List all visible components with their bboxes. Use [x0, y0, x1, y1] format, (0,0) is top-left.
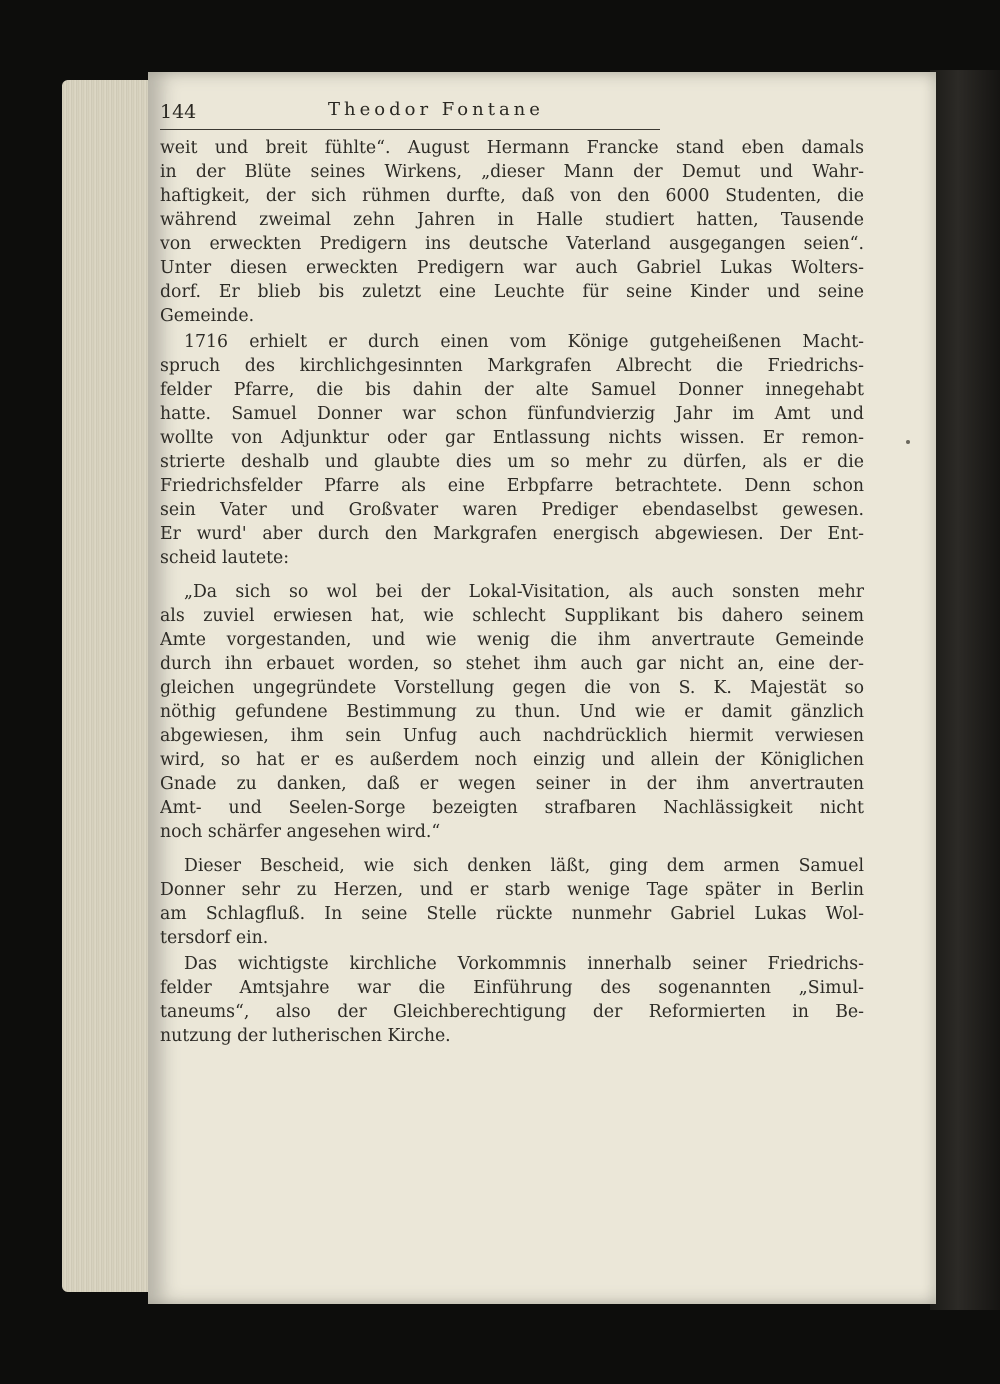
- text-line: nöthig gefundene Bestimmung zu thun. Und wie er damit gänzlich: [160, 702, 864, 722]
- paragraph-2: [160, 330, 864, 570]
- text-line: dorf. Er blieb bis zuletzt eine Leuchte für seine Kinder und seine: [160, 282, 864, 302]
- text-line: strierte deshalb und glaubte dies um so mehr zu dürfen, als er die: [160, 452, 864, 472]
- text-line: als zuviel erwiesen hat, wie schlecht Supplikant bis dahero seinem: [160, 606, 864, 626]
- body-text: [160, 136, 864, 1048]
- text-line: Er wurd' aber durch den Markgrafen energisch abgewiesen. Der Ent-: [160, 524, 864, 544]
- text-line: Unter diesen erweckten Predigern war auch Gabriel Lukas Wolters-: [160, 258, 864, 278]
- text-line: felder Pfarre, die bis dahin der alte Samuel Donner innegehabt: [160, 380, 864, 400]
- text-line: gleichen ungegründete Vorstellung gegen die von S. K. Majestät so: [160, 678, 864, 698]
- page-header: [160, 97, 660, 130]
- paper-speck: [906, 440, 910, 444]
- text-line: Gemeinde.: [160, 306, 255, 326]
- text-line: Das wichtigste kirchliche Vorkommnis innerhalb seiner Friedrichs-: [184, 954, 864, 974]
- paragraph-5: [160, 952, 864, 1048]
- text-line: 1716 erhielt er durch einen vom Könige gutgeheißenen Macht-: [184, 332, 864, 352]
- text-line: Amte vorgestanden, und wie wenig die ihm anvertraute Gemeinde: [160, 630, 864, 650]
- text-line: spruch des kirchlichgesinnten Markgrafen Albrecht die Friedrichs-: [160, 356, 864, 376]
- text-line: Dieser Bescheid, wie sich denken läßt, ging dem armen Samuel: [184, 856, 864, 876]
- text-line: durch ihn erbauet worden, so stehet ihm auch gar nicht an, eine der-: [160, 654, 864, 674]
- text-line: Amt- und Seelen-Sorge bezeigten strafbaren Nachlässigkeit nicht: [160, 798, 864, 818]
- text-line: hatte. Samuel Donner war schon fünfundvierzig Jahr im Amt und: [160, 404, 864, 424]
- text-line: tersdorf ein.: [160, 928, 269, 948]
- text-line: in der Blüte seines Wirkens, „dieser Mann der Demut und Wahr-: [160, 162, 864, 182]
- page-number: 144: [160, 101, 197, 123]
- text-line: scheid lautete:: [160, 548, 290, 568]
- text-line: „Da sich so wol bei der Lokal-Visitation, als auch sonsten mehr: [184, 582, 864, 602]
- text-line: felder Amtsjahre war die Einführung des sogenannten „Simul-: [160, 978, 864, 998]
- text-line: abgewiesen, ihm sein Unfug auch nachdrücklich hiermit verwiesen: [160, 726, 864, 746]
- book-cover-edge: [930, 70, 1000, 1310]
- text-line: während zweimal zehn Jahren in Halle studiert hatten, Tausende: [160, 210, 864, 230]
- text-line: wird, so hat er es außerdem noch einzig und allein der Königlichen: [160, 750, 864, 770]
- text-line: taneums“, also der Gleichberechtigung der Reformierten in Be-: [160, 1002, 864, 1022]
- text-line: Donner sehr zu Herzen, und er starb wenige Tage später in Berlin: [160, 880, 864, 900]
- text-line: weit und breit fühlte“. August Hermann Francke stand eben damals: [160, 138, 864, 158]
- paragraph-1: [160, 136, 864, 328]
- text-line: haftigkeit, der sich rühmen durfte, daß von den 6000 Studenten, die: [160, 186, 864, 206]
- text-line: wollte von Adjunktur oder gar Entlassung nichts wissen. Er remon-: [160, 428, 864, 448]
- paragraph-4: [160, 854, 864, 950]
- text-line: Friedrichsfelder Pfarre als eine Erbpfarre betrachtete. Denn schon: [160, 476, 864, 496]
- text-line: noch schärfer angesehen wird.“: [160, 822, 441, 842]
- text-line: Gnade zu danken, daß er wegen seiner in der ihm anvertrauten: [160, 774, 864, 794]
- text-line: am Schlagfluß. In seine Stelle rückte nunmehr Gabriel Lukas Wol-: [160, 904, 864, 924]
- text-line: von erweckten Predigern ins deutsche Vaterland ausgegangen seien“.: [160, 234, 864, 254]
- book-page-stack: [62, 80, 152, 1292]
- text-line: nutzung der lutherischen Kirche.: [160, 1026, 451, 1046]
- running-head: Theodor Fontane: [328, 99, 544, 120]
- quoted-decree: [160, 580, 864, 844]
- text-line: sein Vater und Großvater waren Prediger ebendaselbst gewesen.: [160, 500, 864, 520]
